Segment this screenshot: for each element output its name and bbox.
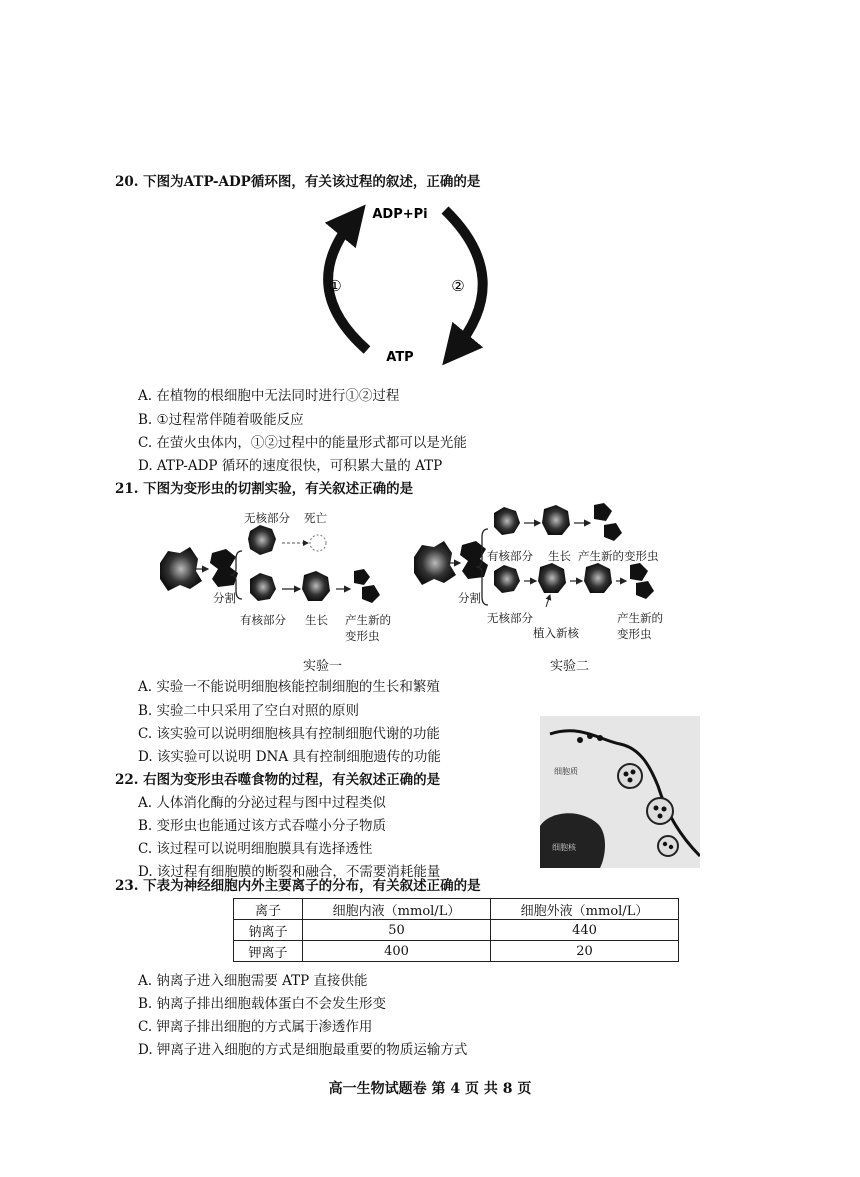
table-cell: 50 [303, 920, 491, 941]
exp1-label-with-nucleus: 有核部分 [240, 613, 286, 627]
exp1-label-dead: 死亡 [304, 511, 327, 525]
nucleus-label: 细胞核 [552, 843, 576, 852]
amoeba2-new-3 [630, 563, 648, 581]
food-vesicle-3 [658, 836, 678, 856]
table-row [234, 941, 679, 962]
process-2-label: ② [451, 277, 465, 295]
q21-option-b: B. 实验二中只采用了空白对照的原则 [138, 703, 360, 719]
page-footer: 高一生物试题卷 第 4 页 共 8 页 [328, 1081, 532, 1097]
exp1-label-no-nucleus: 无核部分 [244, 511, 290, 525]
amoeba2-grown-2 [584, 563, 612, 593]
exp1-label-new-1: 产生新的 [345, 613, 391, 627]
exp1-label-grow: 生长 [305, 613, 328, 627]
exp2-label-with-nucleus: 有核部分 [487, 549, 533, 563]
amoeba-cut [210, 549, 238, 587]
process-1-label: ① [328, 277, 342, 295]
amoeba-grown [302, 571, 330, 601]
food-vesicle-1 [618, 764, 642, 788]
table-cell: 400 [303, 941, 491, 962]
amoeba2-grown [542, 505, 570, 535]
q22-option-d: D. 该过程有细胞膜的断裂和融合，不需要消耗能量 [138, 864, 441, 880]
q21-option-a: A. 实验一不能说明细胞核能控制细胞的生长和繁殖 [138, 679, 440, 695]
q23-option-d: D. 钾离子进入细胞的方式是细胞最重要的物质运输方式 [138, 1042, 468, 1058]
exp2-label-new-top: 产生新的变形虫 [578, 549, 659, 563]
exp2-label-grow: 生长 [548, 549, 571, 563]
q22-stem: 22. 右图为变形虫吞噬食物的过程，有关叙述正确的是 [115, 772, 441, 788]
q21-stem: 21. 下图为变形虫的切割实验，有关叙述正确的是 [115, 481, 414, 497]
exp2-label-no-nucleus: 无核部分 [487, 611, 533, 625]
amoeba2-new-2 [604, 523, 622, 541]
exp1-label-new-2: 变形虫 [345, 629, 380, 643]
q23-option-c: C. 钾离子排出细胞的方式属于渗透作用 [138, 1019, 373, 1035]
dead-cell [310, 535, 326, 551]
q20-option-a: A. 在植物的根细胞中无法同时进行①②过程 [138, 388, 400, 404]
phagocytosis-micrograph [540, 716, 700, 868]
q22-option-c: C. 该过程可以说明细胞膜具有选择透性 [138, 841, 373, 857]
table-cell: 440 [491, 920, 679, 941]
amoeba2-with-nucleus-part [494, 507, 520, 535]
table-cell: 钠离子 [234, 920, 303, 941]
amoeba2-no-nucleus-part [494, 565, 520, 593]
amoeba-no-nucleus-part [248, 525, 276, 555]
amoeba2-new-4 [636, 581, 654, 599]
food-vesicle-2 [647, 798, 673, 824]
adp-label: ADP+Pi [372, 207, 428, 222]
exp2-label-new-1: 产生新的 [617, 611, 663, 625]
table-header-cell: 细胞外液（mmol/L） [491, 899, 679, 920]
exp1-caption: 实验一 [303, 659, 343, 674]
q23-option-a: A. 钠离子进入细胞需要 ATP 直接供能 [138, 973, 368, 989]
q22-option-b: B. 变形虫也能通过该方式吞噬小分子物质 [138, 818, 387, 834]
q21-option-d: D. 该实验可以说明 DNA 具有控制细胞遗传的功能 [138, 749, 441, 765]
experiment-1 [160, 525, 380, 603]
amoeba-new-2 [362, 585, 380, 603]
table-header-row [234, 899, 679, 920]
exp2-caption: 实验二 [550, 659, 590, 674]
exp2-label-new-2: 变形虫 [617, 627, 652, 641]
q20-option-d: D. ATP-ADP 循环的速度很快，可积累大量的 ATP [138, 458, 443, 474]
exp1-label-cut: 分割 [213, 591, 236, 605]
table-header-cell: 离子 [234, 899, 303, 920]
q23-option-b: B. 钠离子排出细胞载体蛋白不会发生形变 [138, 996, 387, 1012]
ion-distribution-table [233, 898, 679, 962]
q20-option-c: C. 在萤火虫体内，①②过程中的能量形式都可以是光能 [138, 435, 467, 451]
amoeba2-new-1 [594, 503, 612, 521]
table-cell: 钾离子 [234, 941, 303, 962]
atp-label: ATP [386, 350, 414, 365]
q20-stem: 20. 下图为ATP-ADP循环图，有关该过程的叙述，正确的是 [115, 174, 481, 190]
q20-option-b: B. ①过程常伴随着吸能反应 [138, 412, 304, 428]
table-header-cell: 细胞内液（mmol/L） [303, 899, 491, 920]
q21-option-c: C. 该实验可以说明细胞核具有控制细胞代谢的功能 [138, 726, 440, 742]
q22-option-a: A. 人体消化酶的分泌过程与图中过程类似 [138, 795, 386, 811]
q23-stem: 23. 下表为神经细胞内外主要离子的分布，有关叙述正确的是 [115, 878, 481, 894]
atp-adp-cycle-diagram [305, 198, 505, 368]
amoeba2-implanted [538, 563, 566, 593]
amoeba-cut-2 [460, 541, 488, 579]
cytoplasm-label: 细胞质 [554, 767, 578, 776]
amoeba-new-1 [354, 569, 370, 585]
exp2-label-cut: 分割 [458, 591, 481, 605]
table-row [234, 920, 679, 941]
table-cell: 20 [491, 941, 679, 962]
exp2-label-insert-nucleus: 植入新核 [533, 626, 579, 640]
amoeba-with-nucleus-part [250, 573, 276, 601]
